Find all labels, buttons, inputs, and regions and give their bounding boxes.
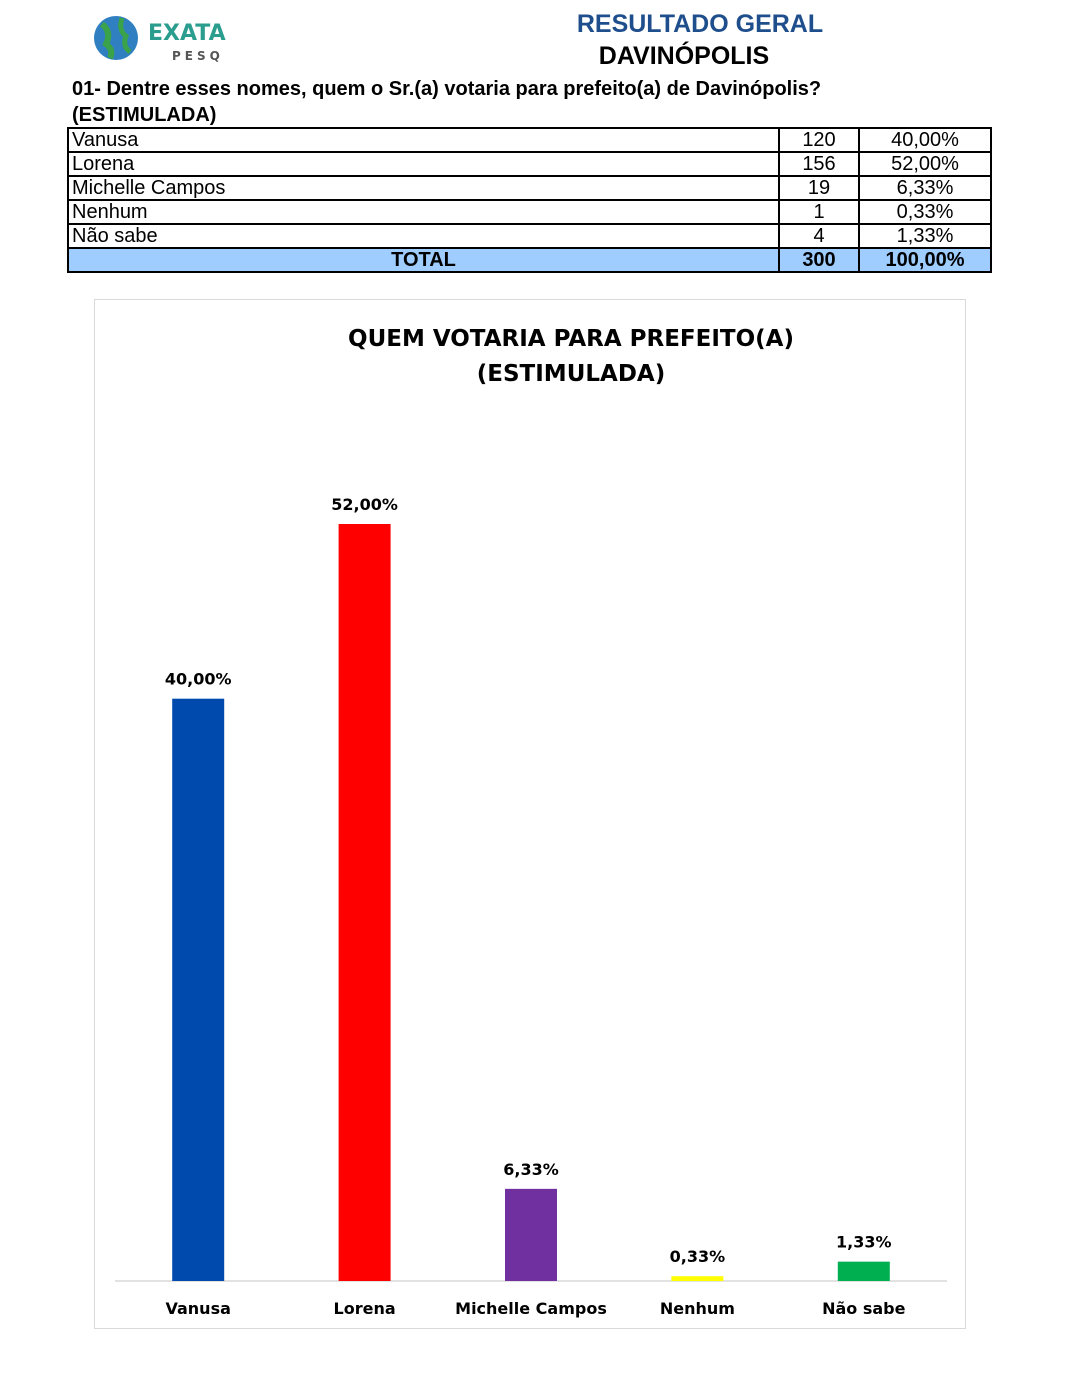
category-label: Lorena bbox=[333, 1299, 396, 1318]
bar-chart bbox=[94, 299, 966, 1329]
bar-lorena bbox=[339, 524, 391, 1281]
bar-vanusa bbox=[172, 699, 224, 1281]
table-row bbox=[68, 224, 991, 248]
data-label: 40,00% bbox=[164, 669, 232, 689]
logo-subtext: PESQ bbox=[172, 49, 224, 63]
total-count: 300 bbox=[779, 248, 859, 272]
category-label: Michelle Campos bbox=[455, 1299, 607, 1318]
data-label: 1,33% bbox=[836, 1232, 892, 1252]
data-label: 0,33% bbox=[669, 1247, 726, 1267]
vote-percent: 6,33% bbox=[859, 176, 991, 200]
table-row bbox=[68, 176, 991, 200]
total-label: TOTAL bbox=[68, 248, 779, 272]
table-row bbox=[68, 200, 991, 224]
question-line: 01- Dentre esses nomes, quem o Sr.(a) votaria para prefeito(a) de Davinópolis? bbox=[72, 78, 822, 100]
chart-subtitle: (ESTIMULADA) bbox=[476, 361, 666, 387]
bar-nenhum bbox=[671, 1276, 723, 1281]
vote-percent: 52,00% bbox=[859, 152, 991, 176]
vote-count: 120 bbox=[779, 128, 859, 152]
category-label: Não sabe bbox=[822, 1299, 906, 1318]
bar-michelle-campos bbox=[505, 1189, 557, 1281]
logo-text: EXATA bbox=[148, 21, 226, 46]
vote-percent: 40,00% bbox=[859, 128, 991, 152]
candidate-name: Vanusa bbox=[68, 128, 779, 152]
vote-percent: 1,33% bbox=[859, 224, 991, 248]
city-title: DAVINÓPOLIS bbox=[598, 42, 770, 70]
exata-logo bbox=[92, 10, 282, 68]
data-label: 6,33% bbox=[503, 1159, 559, 1179]
category-label: Nenhum bbox=[659, 1299, 735, 1318]
vote-count: 156 bbox=[779, 152, 859, 176]
category-label: Vanusa bbox=[165, 1299, 231, 1318]
vote-percent: 0,33% bbox=[859, 200, 991, 224]
table-row bbox=[68, 152, 991, 176]
chart-title: QUEM VOTARIA PARA PREFEITO(A) bbox=[348, 326, 794, 352]
question-type: (ESTIMULADA) bbox=[72, 104, 217, 126]
candidate-name: Michelle Campos bbox=[68, 176, 779, 200]
globe-icon bbox=[94, 16, 138, 60]
data-label: 52,00% bbox=[331, 495, 398, 514]
table-row bbox=[68, 128, 991, 152]
results-table bbox=[67, 127, 992, 273]
bar-n-o-sabe bbox=[838, 1262, 890, 1281]
candidate-name: Lorena bbox=[68, 152, 779, 176]
vote-count: 1 bbox=[779, 200, 859, 224]
candidate-name: Nenhum bbox=[68, 200, 779, 224]
bar-series bbox=[165, 495, 906, 1318]
question-text bbox=[72, 76, 972, 128]
vote-count: 4 bbox=[779, 224, 859, 248]
vote-count: 19 bbox=[779, 176, 859, 200]
chart-canvas bbox=[95, 300, 967, 1330]
page-title: RESULTADO GERAL bbox=[576, 10, 824, 38]
candidate-name: Não sabe bbox=[68, 224, 779, 248]
total-percent: 100,00% bbox=[859, 248, 991, 272]
total-row bbox=[68, 248, 991, 272]
